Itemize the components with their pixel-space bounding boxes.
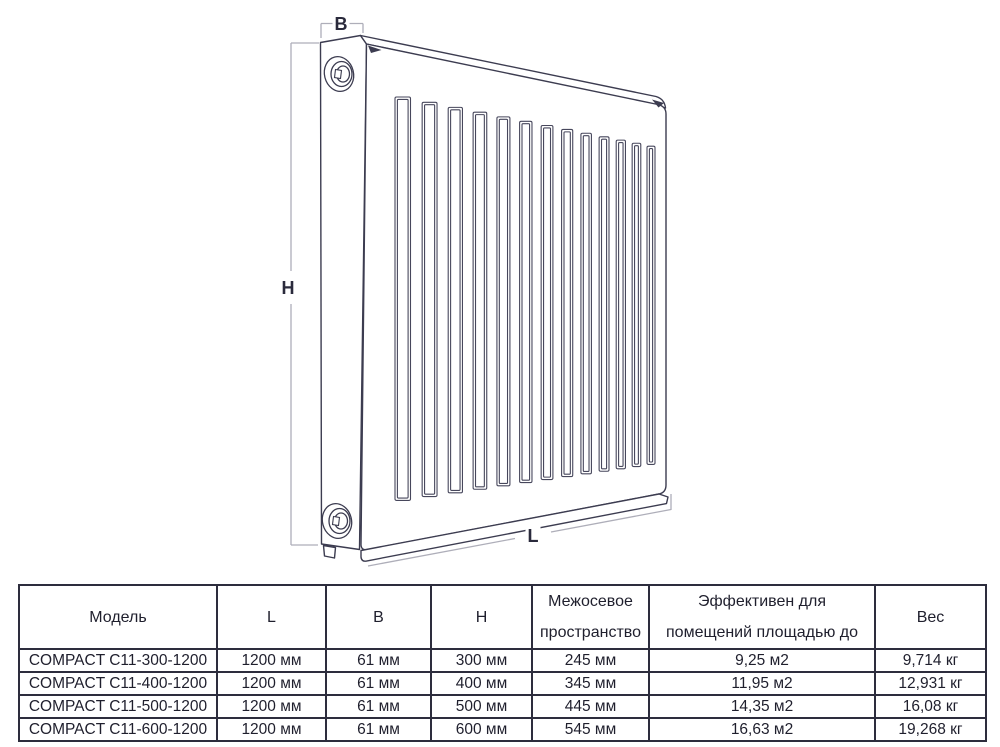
table-cell: 445 мм (532, 695, 649, 718)
table-cell: COMPACT C11-600-1200 (19, 718, 217, 741)
dimension-label-b: B (334, 14, 348, 34)
front-panel (361, 44, 666, 550)
spec-table-header (19, 585, 986, 649)
table-cell: 500 мм (431, 695, 532, 718)
table-cell: 1200 мм (217, 695, 326, 718)
header-cell-2: B (326, 585, 431, 649)
table-cell: 1200 мм (217, 672, 326, 695)
table-cell: 245 мм (532, 649, 649, 672)
header-cell-4: Межосевое пространство (532, 585, 649, 649)
dimension-label-l: L (527, 526, 539, 546)
table-cell: 400 мм (431, 672, 532, 695)
header-cell-6: Вес (875, 585, 986, 649)
table-cell: 9,714 кг (875, 649, 986, 672)
table-cell: 16,63 м2 (649, 718, 875, 741)
table-cell: 61 мм (326, 672, 431, 695)
table-cell: 61 мм (326, 718, 431, 741)
side-face (321, 36, 367, 550)
table-row (19, 649, 986, 672)
header-row (19, 585, 986, 649)
header-cell-5: Эффективен для помещений площадью до (649, 585, 875, 649)
table-cell: COMPACT C11-500-1200 (19, 695, 217, 718)
table-cell: 9,25 м2 (649, 649, 875, 672)
table-cell: 16,08 кг (875, 695, 986, 718)
table-row (19, 672, 986, 695)
table-row (19, 718, 986, 741)
table-cell: 61 мм (326, 695, 431, 718)
header-cell-3: H (431, 585, 532, 649)
spec-table-body (19, 649, 986, 741)
table-cell: 1200 мм (217, 718, 326, 741)
table-cell: 345 мм (532, 672, 649, 695)
foot (324, 546, 336, 559)
table-cell: 600 мм (431, 718, 532, 741)
table-row (19, 695, 986, 718)
table-cell: 12,931 кг (875, 672, 986, 695)
table-cell: 14,35 м2 (649, 695, 875, 718)
table-cell: 300 мм (431, 649, 532, 672)
table-cell: 545 мм (532, 718, 649, 741)
spec-table (18, 584, 987, 742)
header-cell-1: L (217, 585, 326, 649)
table-cell: 11,95 м2 (649, 672, 875, 695)
header-cell-0: Модель (19, 585, 217, 649)
table-cell: COMPACT C11-400-1200 (19, 672, 217, 695)
table-cell: 19,268 кг (875, 718, 986, 741)
table-cell: 1200 мм (217, 649, 326, 672)
dimension-label-h: H (281, 278, 295, 298)
table-cell: COMPACT C11-300-1200 (19, 649, 217, 672)
table-cell: 61 мм (326, 649, 431, 672)
